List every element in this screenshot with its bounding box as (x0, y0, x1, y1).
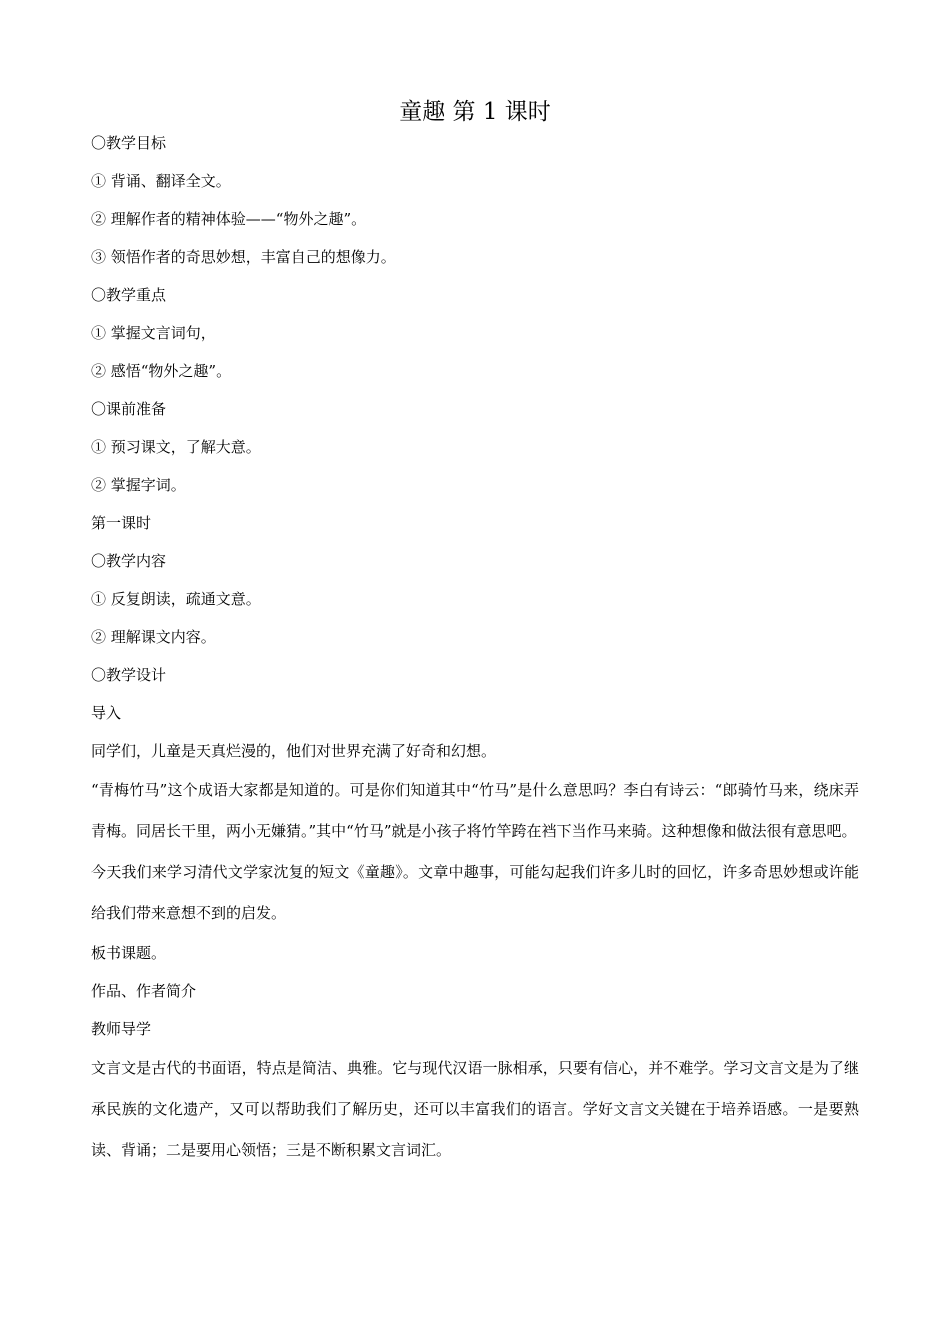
paragraph-qingmei-zhuma: “青梅竹马”这个成语大家都是知道的。可是你们知道其中“竹马”是什么意思吗？李白有诗云：“郎骑竹马来，绕床弄青梅。同居长干里，两小无嫌猜。”其中“竹马”就是小孩子将竹竿跨在裆下当作马来骑。这种想像和做法很有意思吧。 (91, 781, 859, 840)
content-item-1: ① 反复朗读，疏通文意。 (91, 590, 261, 608)
objective-item-3: ③ 领悟作者的奇思妙想，丰富自己的想像力。 (91, 248, 396, 266)
key-point-item-1: ① 掌握文言词句， (91, 324, 216, 342)
section-heading-key-points: 〇教学重点 (91, 286, 167, 304)
section-heading-preparation: 〇课前准备 (91, 400, 167, 418)
lesson-label: 第一课时 (91, 514, 152, 532)
preparation-item-2: ② 掌握字词。 (91, 476, 186, 494)
preparation-item-1: ① 预习课文，了解大意。 (91, 438, 261, 456)
section-heading-content: 〇教学内容 (91, 552, 167, 570)
blackboard-title-note: 板书课题。 (91, 944, 167, 962)
objective-item-2: ② 理解作者的精神体验——“物外之趣”。 (91, 210, 367, 228)
intro-sentence: 同学们，儿童是天真烂漫的，他们对世界充满了好奇和幻想。 (91, 742, 497, 760)
section-heading-author: 作品、作者简介 (91, 982, 197, 1000)
paragraph-lesson-intro: 今天我们来学习清代文学家沈复的短文《童趣》。文章中趣事，可能勾起我们许多儿时的回忆，许多奇思妙想或许能给我们带来意想不到的启发。 (91, 863, 859, 922)
section-heading-design: 〇教学设计 (91, 666, 167, 684)
key-point-item-2: ② 感悟“物外之趣”。 (91, 362, 232, 380)
objective-item-1: ① 背诵、翻译全文。 (91, 172, 231, 190)
section-heading-objectives: 〇教学目标 (91, 134, 167, 152)
document-body (91, 124, 859, 1171)
page-title: 童趣 第 1 课时 (399, 99, 551, 125)
teacher-guide-label: 教师导学 (91, 1020, 152, 1038)
intro-label: 导入 (91, 704, 122, 722)
paragraph-classical-chinese: 文言文是古代的书面语，特点是简洁、典雅。它与现代汉语一脉相承，只要有信心，并不难学。学习文言文是为了继承民族的文化遗产，又可以帮助我们了解历史，还可以丰富我们的语言。学好文言文关键在于培养语感。一是要熟读、背诵；二是要用心领悟；三是不断积累文言词汇。 (91, 1059, 859, 1159)
content-item-2: ② 理解课文内容。 (91, 628, 216, 646)
